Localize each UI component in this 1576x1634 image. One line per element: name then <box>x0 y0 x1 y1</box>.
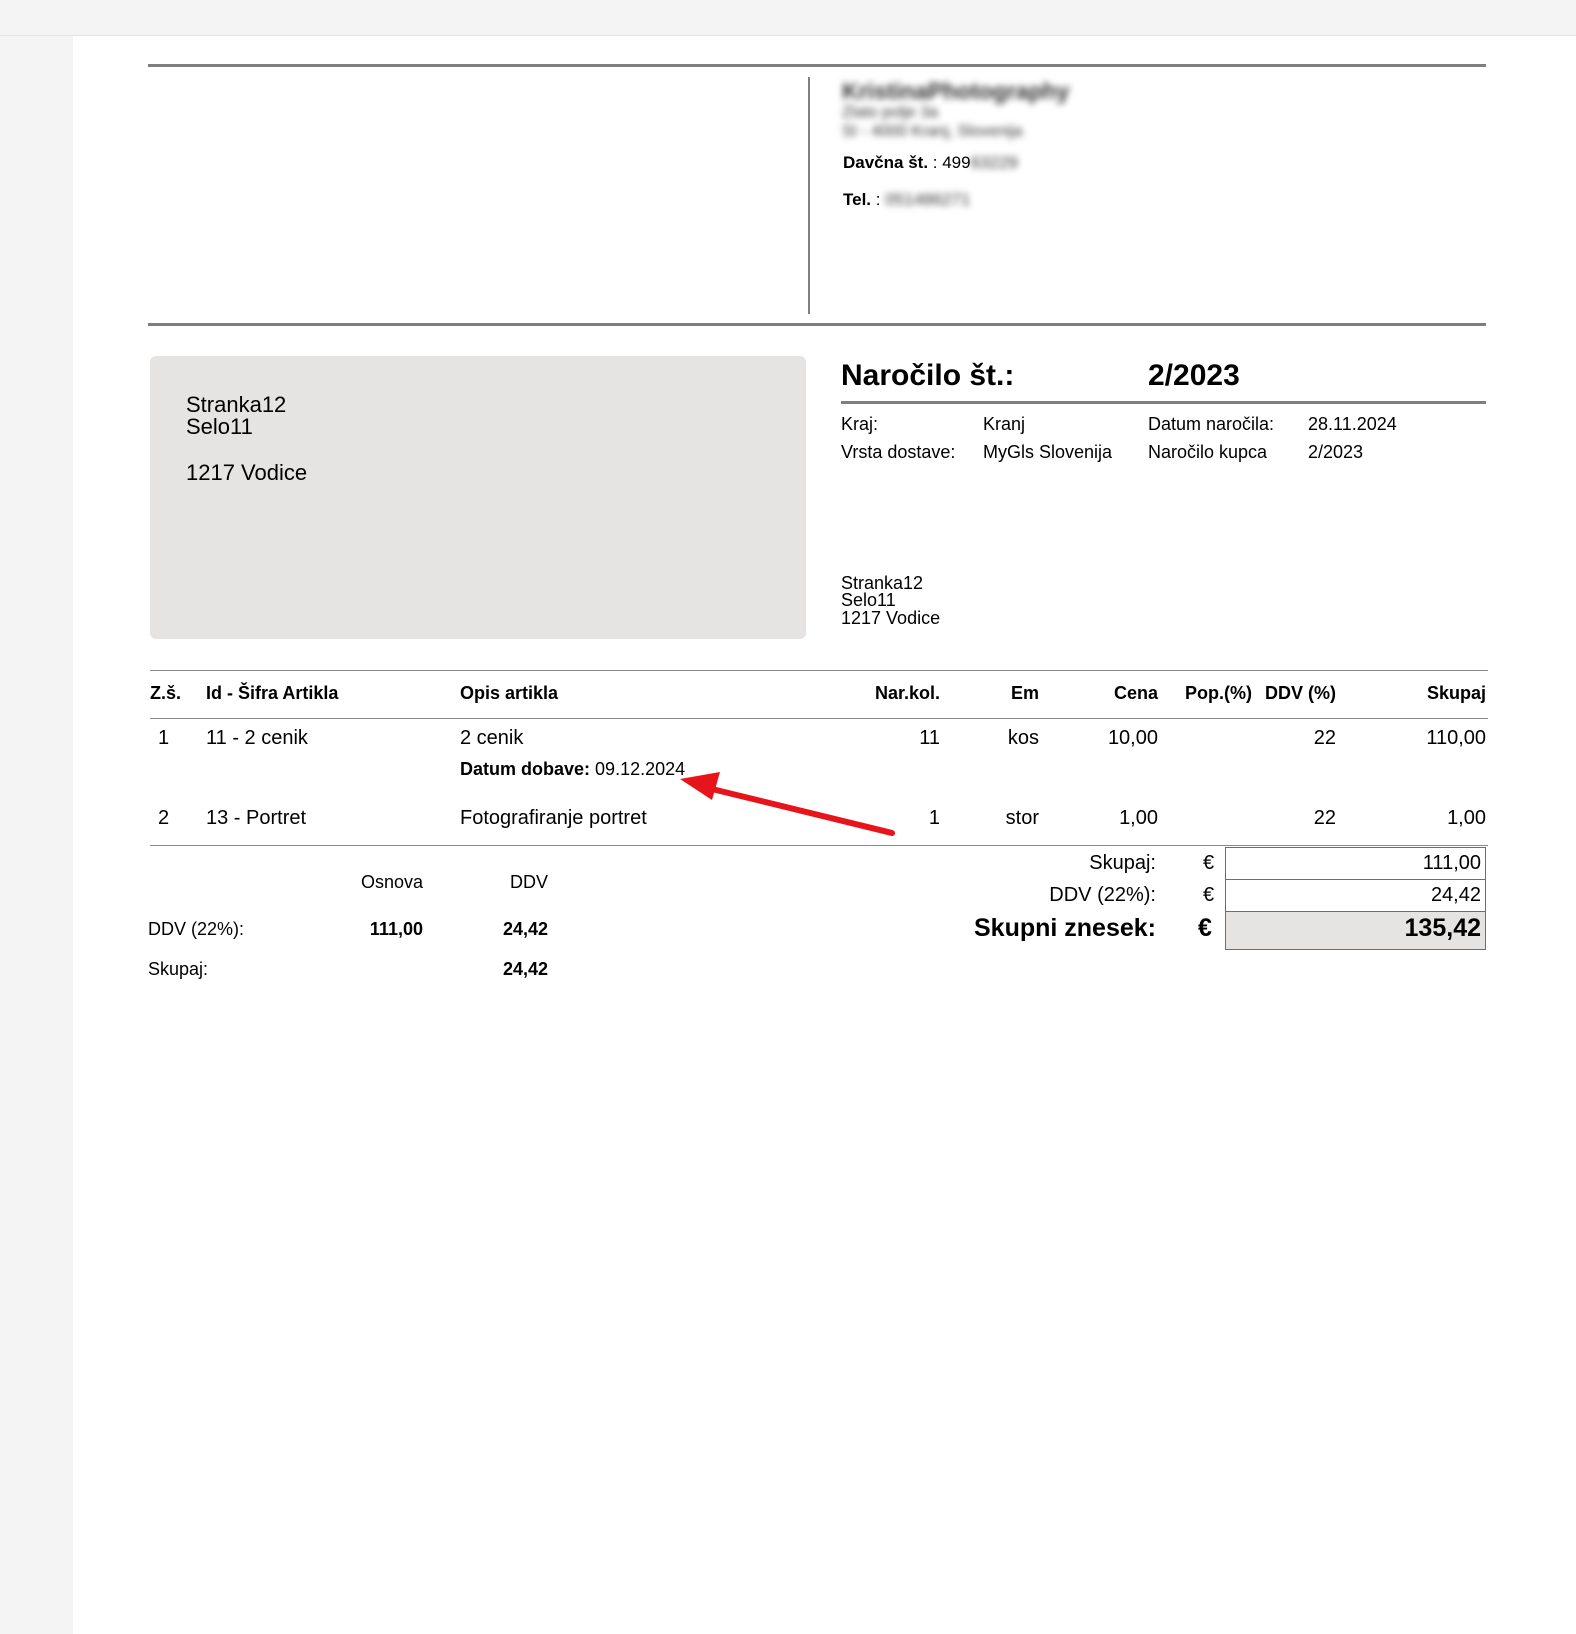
vat-summary-total-label: Skupaj: <box>148 959 209 979</box>
grand-total-currency: € <box>1198 914 1212 942</box>
place-label: Kraj: <box>841 414 879 434</box>
row2-price: 1,00 <box>1119 807 1158 829</box>
tax-value-hidden: 63229 <box>970 153 1018 172</box>
row2-qty: 1 <box>928 807 940 829</box>
tel-sep: : <box>871 190 886 209</box>
order-date-value: 28.11.2024 <box>1308 414 1397 434</box>
order-number: 2/2023 <box>1148 359 1240 392</box>
vat-summary-row-base: 111,00 <box>369 919 423 939</box>
row1-unit: kos <box>1007 727 1039 749</box>
row2-no: 2 <box>158 807 170 829</box>
col-header-unit: Em <box>1010 683 1039 703</box>
place-value: Kranj <box>983 414 1026 434</box>
tax-value-visible: 499 <box>942 153 971 172</box>
tax-label: Davčna št. <box>843 153 929 172</box>
col-header-id: Id - Šifra Artikla <box>206 683 339 703</box>
customer-order-value: 2/2023 <box>1308 442 1364 462</box>
row2-vat: 22 <box>1313 807 1336 829</box>
vat-summary-vat-header: DDV <box>509 872 548 892</box>
seller-street: Zlato polje 3a <box>842 104 939 121</box>
order-date-label: Datum naročila: <box>1148 414 1275 434</box>
vat-total-label: DDV (22%): <box>1049 884 1156 906</box>
grand-total-label: Skupni znesek: <box>974 914 1156 942</box>
tel-value-hidden: 051486271 <box>885 190 971 209</box>
row1-total: 110,00 <box>1426 727 1486 749</box>
subtotal-currency: € <box>1203 852 1215 874</box>
row2-unit: stor <box>1005 807 1039 829</box>
seller-name: KristinaPhotography <box>842 78 1070 104</box>
shipping-name: Stranka12 <box>841 573 924 593</box>
vat-total-value: 24,42 <box>1430 884 1481 906</box>
customer-street: Selo11 <box>186 414 253 439</box>
row1-no: 1 <box>158 727 170 749</box>
order-title-label: Naročilo št.: <box>841 359 1015 392</box>
row1-desc: 2 cenik <box>460 727 524 749</box>
col-header-desc: Opis artikla <box>460 683 559 703</box>
col-header-discount: Pop.(%) <box>1185 683 1252 703</box>
row2-desc: Fotografiranje portret <box>460 807 647 829</box>
shipping-street: Selo11 <box>841 590 896 610</box>
shipping-city: 1217 Vodice <box>841 608 941 628</box>
customer-city: 1217 Vodice <box>186 460 308 485</box>
vat-summary-row-label: DDV (22%): <box>148 919 245 939</box>
row1-delivery-value: 09.12.2024 <box>595 759 686 779</box>
col-header-price: Cena <box>1113 683 1158 703</box>
vat-summary-total-vat: 24,42 <box>502 959 548 979</box>
row2-id: 13 - Portret <box>206 807 307 829</box>
row2-total: 1,00 <box>1447 807 1486 829</box>
subtotal-value: 111,00 <box>1422 852 1481 874</box>
col-header-vat: DDV (%) <box>1265 683 1336 703</box>
delivery-type-value: MyGls Slovenija <box>983 442 1113 462</box>
col-header-qty: Nar.kol. <box>874 683 940 703</box>
delivery-type-label: Vrsta dostave: <box>841 442 956 462</box>
tax-sep: : <box>928 153 943 172</box>
col-header-total: Skupaj <box>1426 683 1486 703</box>
col-header-no: Z.š. <box>150 683 182 703</box>
seller-city: SI - 4000 Kranj, Slovenija <box>842 123 1023 140</box>
vat-summary-row-vat: 24,42 <box>502 919 548 939</box>
row1-delivery-label: Datum dobave: <box>460 759 591 779</box>
customer-name: Stranka12 <box>186 392 287 417</box>
row1-qty: 11 <box>919 727 940 749</box>
annotation-arrow-head <box>680 772 720 800</box>
customer-order-label: Naročilo kupca <box>1148 442 1268 462</box>
vat-total-currency: € <box>1203 884 1215 906</box>
row1-vat: 22 <box>1313 727 1336 749</box>
tel-label: Tel. <box>843 190 872 209</box>
grand-total-value: 135,42 <box>1404 914 1481 942</box>
subtotal-label: Skupaj: <box>1089 852 1156 874</box>
row1-id: 11 - 2 cenik <box>206 727 308 749</box>
vat-summary-base-header: Osnova <box>360 872 423 892</box>
annotation-arrow-shaft <box>712 789 892 833</box>
row1-price: 10,00 <box>1107 727 1158 749</box>
